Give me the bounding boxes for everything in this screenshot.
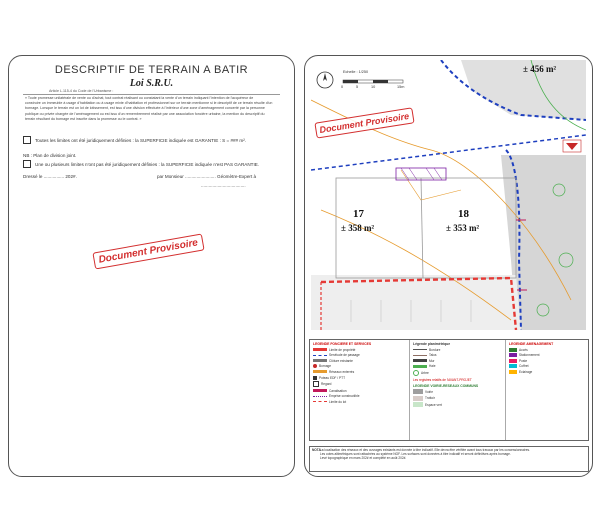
legend-item (413, 396, 502, 401)
legend-item-label: Talus (429, 353, 437, 358)
legend-item (413, 359, 502, 363)
legend-swatch (313, 376, 317, 380)
scale-bar-segment (373, 80, 388, 83)
legend-item-label: Eclairage (519, 369, 533, 374)
note-line: Les cotes altimétriques sont rattachées au système NGF. Les surfaces sont données à titre indicatif et seront définitives après bornage. (320, 452, 511, 457)
legend-swatch (313, 348, 327, 351)
legend-item-label: Haie (429, 364, 436, 369)
plan-legend (309, 339, 589, 441)
descriptif-document (8, 55, 295, 477)
legend-item-label: Stationnement (519, 353, 540, 358)
lot-number-17: 17 (353, 208, 364, 220)
legend-item-label: Servitude de passage (329, 353, 360, 358)
legend-item (313, 348, 406, 352)
scale-tick-10: 10 (371, 85, 376, 89)
legend-item (313, 376, 406, 380)
legend-heading: LEGENDE FONCIERE ET SERVICES (313, 342, 372, 346)
legend-heading: Légende planimétrique (413, 342, 451, 346)
legend-item (413, 348, 502, 352)
legend-heading: LEGENDE VOIRIE-RESEAUX COMMUNS (413, 383, 479, 388)
legend-item (313, 353, 406, 357)
surveyor-line: par Monsieur ........................ Géomètre-Expert à (157, 174, 257, 179)
legend-swatch (313, 359, 327, 362)
scale-tick-5: 5 (356, 85, 359, 89)
legend-item-label: Clôture existante (329, 358, 353, 363)
legend-column-1 (310, 340, 410, 440)
legend-swatch (413, 349, 427, 350)
legend-swatch (413, 402, 423, 407)
notes-label: NOTA : (312, 448, 323, 452)
legend-item-label: Trottoir (425, 396, 435, 401)
legend-swatch (313, 396, 327, 397)
legend-swatch (509, 348, 517, 352)
legend-item (413, 353, 502, 357)
legend-swatch (313, 370, 327, 373)
legend-swatch (313, 364, 317, 368)
legend-column-2 (410, 340, 506, 440)
scale-tick-15: 15m (397, 85, 405, 89)
dressed-on-line: Dressé le ................ 202#. (23, 174, 77, 179)
check-row-garantie (23, 136, 284, 144)
legend-item (413, 389, 502, 394)
legend-column-3 (506, 340, 588, 440)
legend-item (509, 353, 585, 357)
legend-item (313, 400, 406, 404)
legend-item-label: Regard (321, 382, 332, 387)
legend-item-label: Voirie (425, 389, 433, 394)
legend-item-label: Bornage (319, 364, 332, 369)
site-plan (311, 60, 586, 330)
legend-swatch (313, 355, 327, 356)
legend-swatch (413, 359, 427, 362)
plan-document (304, 55, 593, 477)
legend-swatch (313, 389, 327, 392)
legend-item (509, 348, 585, 352)
legend-swatch (413, 396, 423, 401)
provisional-stamp: Document Provisoire (92, 234, 204, 270)
legend-item (413, 370, 502, 376)
legend-swatch (413, 365, 427, 368)
check-row-non-garantie (23, 160, 284, 168)
legend-item-label: Canalisation (329, 388, 347, 393)
road-surface (311, 275, 521, 330)
legend-swatch (413, 370, 419, 376)
legend-item-label: Accès (519, 347, 528, 352)
article-reference: Article L.115-4 du Code de l'Urbanisme : (49, 89, 114, 93)
legend-item (509, 364, 585, 368)
checkbox-garantie[interactable] (23, 136, 31, 144)
doc-title: DESCRIPTIF DE TERRAIN A BATIR (54, 64, 249, 76)
legend-item (413, 402, 502, 407)
legend-swatch (509, 364, 517, 368)
legend-item-label: Mur (429, 358, 435, 363)
paragraph-line: terrain résultant du bornage est inscrite dans la promesse ou le contrat. » (25, 116, 142, 121)
title-divider (23, 94, 280, 95)
contour-line (401, 170, 461, 200)
legend-item (313, 364, 406, 368)
lot-area-17: ± 358 m² (341, 223, 375, 233)
legend-swatch (313, 381, 319, 387)
legend-item (313, 381, 406, 387)
check-label-garantie: Toutes les limites ont été juridiquement définies : la SUPERFICIE indiquée est GARANTIE : S = ### m². (35, 137, 247, 143)
legend-item (509, 359, 585, 363)
legend-item (509, 370, 585, 374)
legend-item-label: Poste (519, 358, 528, 363)
legend-heading: LEGENDE AMENAGEMENT (509, 342, 554, 346)
legend-swatch (413, 355, 427, 356)
signature-dots: ................................... (201, 183, 246, 188)
checkbox-non-garantie[interactable] (23, 160, 31, 168)
scale-tick-0: 0 (341, 85, 344, 89)
north-arrow-icon (323, 73, 327, 81)
legend-swatch (313, 401, 327, 402)
legend-item-label: Coffret (519, 364, 529, 369)
note-line: Levé topographique en mars 202# et complété en août 202#. (320, 456, 407, 461)
legend-item (313, 394, 406, 398)
lot-number-18: 18 (458, 208, 469, 220)
legend-item-label: Limite du lot (329, 399, 347, 404)
legend-swatch (509, 359, 517, 363)
site-plan-drawing (311, 60, 586, 330)
legend-swatch (509, 370, 517, 374)
legend-item (413, 378, 502, 382)
legend-item-label: Arbre (421, 370, 429, 375)
lot-area-18: ± 353 m² (446, 223, 480, 233)
legal-paragraph (25, 96, 280, 122)
lot-divider (421, 178, 423, 278)
scale-label: Echelle : 1/250 (343, 70, 369, 74)
legend-item-label: Les registres relatifs de l'AVANT-PROJET (413, 377, 472, 382)
legend-item-label: Emprise constructible (329, 394, 360, 399)
provisional-stamp: Document Provisoire (314, 107, 414, 138)
check-label-non-garantie: Une ou plusieurs limites n'ont pas été juridiquement définies : la SUPERFICIE indiquée n'est PAS GARANTIE. (35, 161, 260, 167)
doc-subtitle: Loi S.R.U. (129, 78, 174, 89)
legend-swatch (413, 389, 423, 394)
legend-swatch (509, 353, 517, 357)
legend-item (313, 370, 406, 374)
paragraph-line: construire un immeuble à usage d'habitation ou à usage mixte d'habitation et professionnel sur ce terrain mentionne si le descriptif de ce terrain résulte d'un (25, 101, 273, 106)
legend-item-label: Réseaux enterrés (329, 369, 355, 374)
paragraph-line: « Toute promesse unilatérale de vente ou d'achat, tout contrat réalisant ou constatant la vente d'un terrain indiquant l'intention de l'acquéreur de (25, 96, 254, 100)
paragraph-line: publique ou privée chargée de l'aménagement ou est issu d'un remembrement réalisé par une association foncière urbaine, la mention du descriptif du (25, 111, 265, 116)
plan-notes (309, 446, 589, 472)
legend-item-label: Limite de propriété (329, 347, 356, 352)
legend-item-label: Bordure (429, 347, 441, 352)
paragraph-line: bornage. Lorsque le terrain est un lot de lotissement, est issu d'une division effectuée à l'intérieur d'une zone d'aménagement concerté par la personne (25, 106, 265, 111)
legend-item (313, 389, 406, 393)
legend-item-label: Espace vert (425, 402, 442, 407)
legend-item (313, 359, 406, 363)
scale-bar-segment (343, 80, 358, 83)
nb-note: NB : Plan de division joint. (23, 153, 77, 158)
note-line: La localisation des réseaux et des ouvrages existants est donnée à titre indicatif. Elle devra être vérifiée avant tous travaux par les concessionnaires. (320, 448, 530, 452)
top-lot-area: ± 456 m² (523, 64, 557, 74)
legend-item-label: Poteau EDF / PTT (319, 375, 346, 380)
legend-item (413, 364, 502, 368)
